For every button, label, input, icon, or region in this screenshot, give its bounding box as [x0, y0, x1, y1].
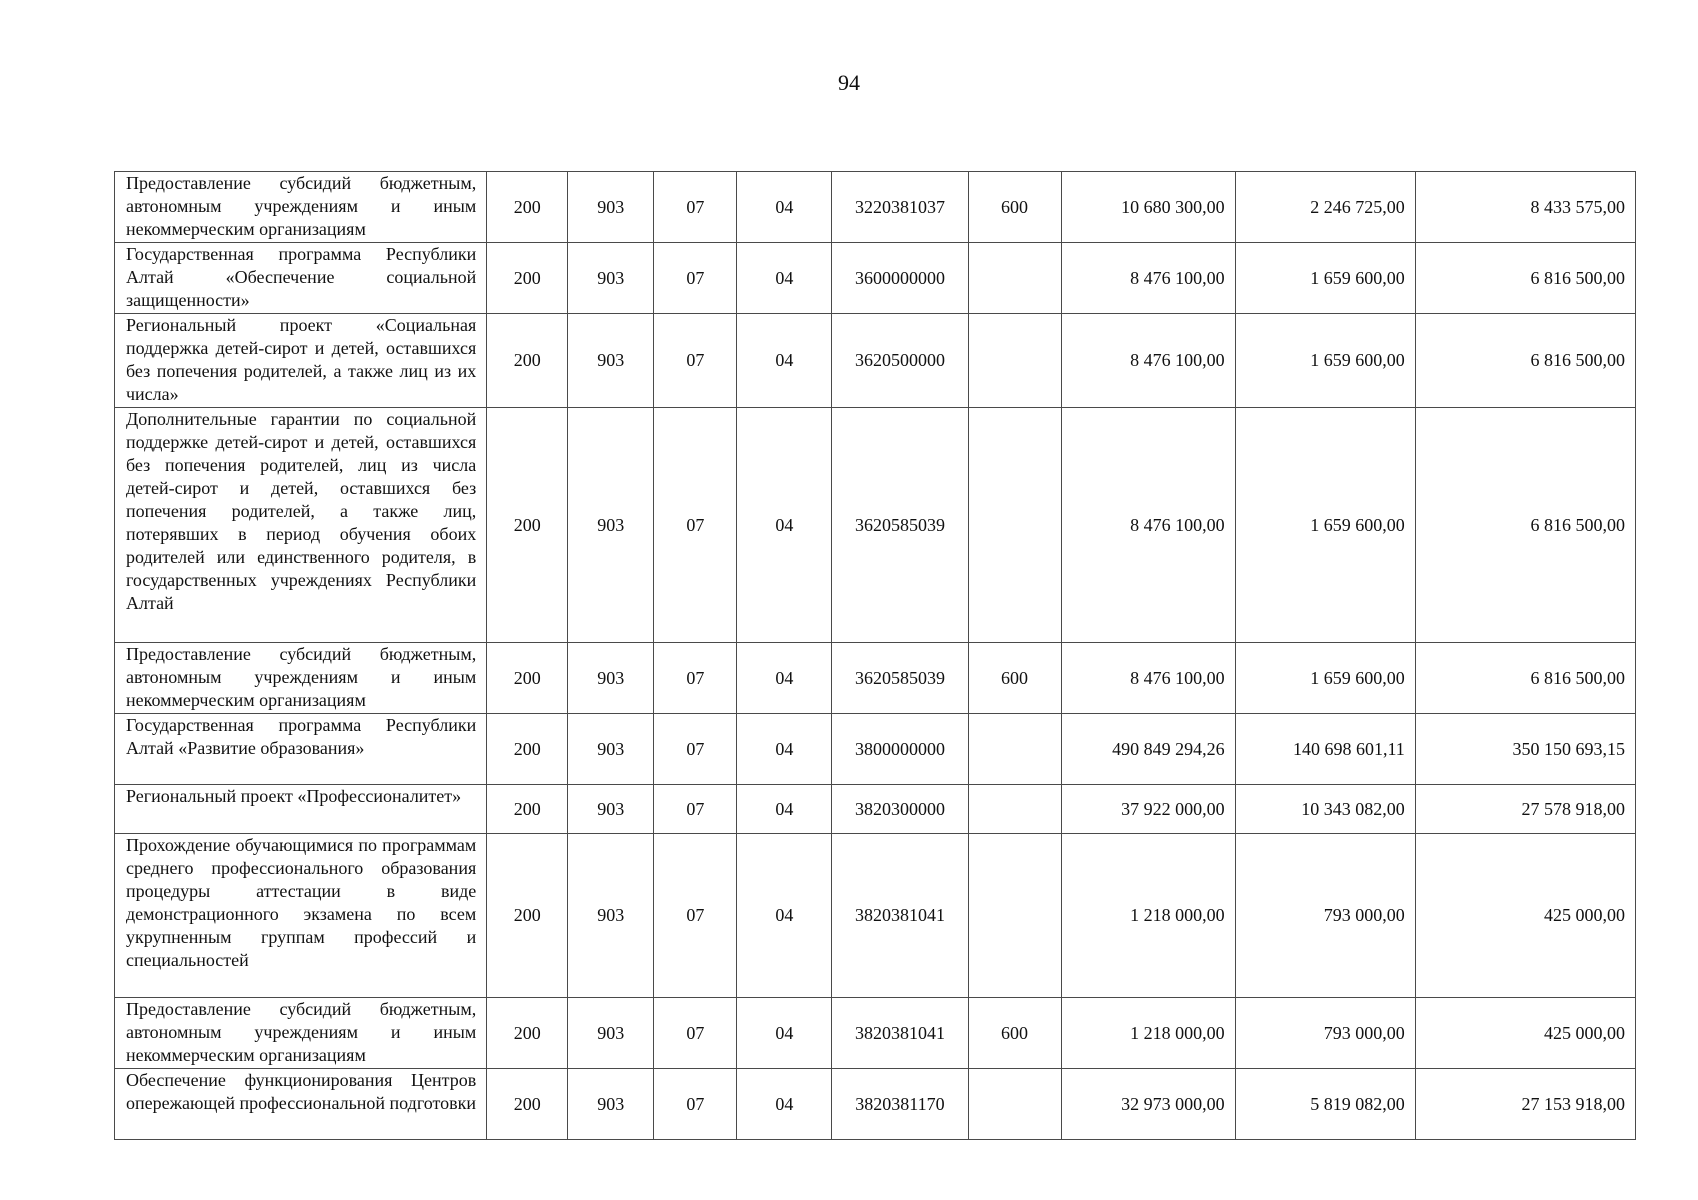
row-description: Государственная программа Республики Алтай «Развитие образования»	[115, 714, 487, 785]
section-cell: 07	[654, 785, 737, 834]
expense-type-cell: 600	[968, 172, 1061, 243]
ministry-code-cell: 903	[568, 243, 654, 314]
admin-code-cell: 200	[487, 785, 568, 834]
amount-1-cell: 1 659 600,00	[1235, 643, 1415, 714]
target-code-cell: 3820300000	[832, 785, 968, 834]
amount-2-cell: 6 816 500,00	[1415, 314, 1635, 408]
total-amount-cell: 1 218 000,00	[1061, 834, 1235, 998]
expense-type-cell	[968, 785, 1061, 834]
page-number: 94	[838, 70, 860, 95]
subsection-cell: 04	[737, 834, 832, 998]
amount-2-cell: 27 153 918,00	[1415, 1069, 1635, 1140]
ministry-code-cell: 903	[568, 714, 654, 785]
total-amount-cell: 1 218 000,00	[1061, 998, 1235, 1069]
total-amount-cell: 32 973 000,00	[1061, 1069, 1235, 1140]
table-row	[115, 998, 1636, 1069]
ministry-code-cell: 903	[568, 1069, 654, 1140]
table-row	[115, 172, 1636, 243]
amount-2-cell: 27 578 918,00	[1415, 785, 1635, 834]
total-amount-cell: 37 922 000,00	[1061, 785, 1235, 834]
total-amount-cell: 8 476 100,00	[1061, 408, 1235, 643]
section-cell: 07	[654, 408, 737, 643]
row-description: Региональный проект «Социальная поддержка детей-сирот и детей, оставшихся без попечения родителей, а также лиц из их числа»	[115, 314, 487, 408]
total-amount-cell: 8 476 100,00	[1061, 314, 1235, 408]
row-description: Предоставление субсидий бюджетным, автономным учреждениям и иным некоммерческим организациям	[115, 998, 487, 1069]
table-row	[115, 714, 1636, 785]
section-cell: 07	[654, 172, 737, 243]
ministry-code-cell: 903	[568, 998, 654, 1069]
target-code-cell: 3220381037	[832, 172, 968, 243]
amount-1-cell: 1 659 600,00	[1235, 243, 1415, 314]
target-code-cell: 3820381170	[832, 1069, 968, 1140]
subsection-cell: 04	[737, 243, 832, 314]
expense-type-cell	[968, 243, 1061, 314]
row-description: Региональный проект «Профессионалитет»	[115, 785, 487, 834]
budget-table	[114, 171, 1636, 1140]
admin-code-cell: 200	[487, 172, 568, 243]
row-description: Государственная программа Республики Алтай «Обеспечение социальной защищенности»	[115, 243, 487, 314]
ministry-code-cell: 903	[568, 408, 654, 643]
row-description: Предоставление субсидий бюджетным, автономным учреждениям и иным некоммерческим организациям	[115, 643, 487, 714]
target-code-cell: 3620585039	[832, 643, 968, 714]
expense-type-cell	[968, 314, 1061, 408]
subsection-cell: 04	[737, 785, 832, 834]
amount-1-cell: 2 246 725,00	[1235, 172, 1415, 243]
admin-code-cell: 200	[487, 314, 568, 408]
section-cell: 07	[654, 1069, 737, 1140]
amount-1-cell: 793 000,00	[1235, 834, 1415, 998]
amount-2-cell: 425 000,00	[1415, 998, 1635, 1069]
total-amount-cell: 490 849 294,26	[1061, 714, 1235, 785]
ministry-code-cell: 903	[568, 643, 654, 714]
ministry-code-cell: 903	[568, 785, 654, 834]
amount-2-cell: 350 150 693,15	[1415, 714, 1635, 785]
target-code-cell: 3600000000	[832, 243, 968, 314]
admin-code-cell: 200	[487, 714, 568, 785]
amount-2-cell: 6 816 500,00	[1415, 243, 1635, 314]
table-row	[115, 643, 1636, 714]
table-row	[115, 785, 1636, 834]
expense-type-cell: 600	[968, 998, 1061, 1069]
subsection-cell: 04	[737, 643, 832, 714]
amount-1-cell: 1 659 600,00	[1235, 408, 1415, 643]
section-cell: 07	[654, 314, 737, 408]
table-row	[115, 834, 1636, 998]
expense-type-cell	[968, 834, 1061, 998]
expense-type-cell	[968, 714, 1061, 785]
ministry-code-cell: 903	[568, 314, 654, 408]
section-cell: 07	[654, 714, 737, 785]
subsection-cell: 04	[737, 998, 832, 1069]
amount-2-cell: 425 000,00	[1415, 834, 1635, 998]
section-cell: 07	[654, 643, 737, 714]
ministry-code-cell: 903	[568, 172, 654, 243]
row-description: Дополнительные гарантии по социальной поддержке детей-сирот и детей, оставшихся без попечения родителей, лиц из числа детей-сирот и детей, оставшихся без попечения родителей, а также лиц, потерявших в период обучения обоих родителей или единственного родителя, в государственных учреждениях Республики Алтай	[115, 408, 487, 643]
admin-code-cell: 200	[487, 643, 568, 714]
amount-1-cell: 140 698 601,11	[1235, 714, 1415, 785]
table-row	[115, 243, 1636, 314]
total-amount-cell: 8 476 100,00	[1061, 243, 1235, 314]
total-amount-cell: 10 680 300,00	[1061, 172, 1235, 243]
target-code-cell: 3820381041	[832, 998, 968, 1069]
table-row	[115, 314, 1636, 408]
amount-2-cell: 6 816 500,00	[1415, 643, 1635, 714]
row-description: Предоставление субсидий бюджетным, автономным учреждениям и иным некоммерческим организациям	[115, 172, 487, 243]
amount-1-cell: 5 819 082,00	[1235, 1069, 1415, 1140]
target-code-cell: 3620585039	[832, 408, 968, 643]
admin-code-cell: 200	[487, 834, 568, 998]
amount-2-cell: 6 816 500,00	[1415, 408, 1635, 643]
subsection-cell: 04	[737, 314, 832, 408]
section-cell: 07	[654, 998, 737, 1069]
admin-code-cell: 200	[487, 408, 568, 643]
amount-1-cell: 10 343 082,00	[1235, 785, 1415, 834]
table-row	[115, 408, 1636, 643]
amount-1-cell: 1 659 600,00	[1235, 314, 1415, 408]
expense-type-cell	[968, 1069, 1061, 1140]
admin-code-cell: 200	[487, 998, 568, 1069]
section-cell: 07	[654, 243, 737, 314]
ministry-code-cell: 903	[568, 834, 654, 998]
total-amount-cell: 8 476 100,00	[1061, 643, 1235, 714]
amount-1-cell: 793 000,00	[1235, 998, 1415, 1069]
table-row	[115, 1069, 1636, 1140]
expense-type-cell: 600	[968, 643, 1061, 714]
subsection-cell: 04	[737, 1069, 832, 1140]
target-code-cell: 3820381041	[832, 834, 968, 998]
admin-code-cell: 200	[487, 243, 568, 314]
admin-code-cell: 200	[487, 1069, 568, 1140]
subsection-cell: 04	[737, 172, 832, 243]
subsection-cell: 04	[737, 408, 832, 643]
target-code-cell: 3620500000	[832, 314, 968, 408]
row-description: Обеспечение функционирования Центров опережающей профессиональной подготовки	[115, 1069, 487, 1140]
section-cell: 07	[654, 834, 737, 998]
amount-2-cell: 8 433 575,00	[1415, 172, 1635, 243]
subsection-cell: 04	[737, 714, 832, 785]
expense-type-cell	[968, 408, 1061, 643]
row-description: Прохождение обучающимися по программам среднего профессионального образования процедуры аттестации в виде демонстрационного экзамена по всем укрупненным группам профессий и специальностей	[115, 834, 487, 998]
target-code-cell: 3800000000	[832, 714, 968, 785]
